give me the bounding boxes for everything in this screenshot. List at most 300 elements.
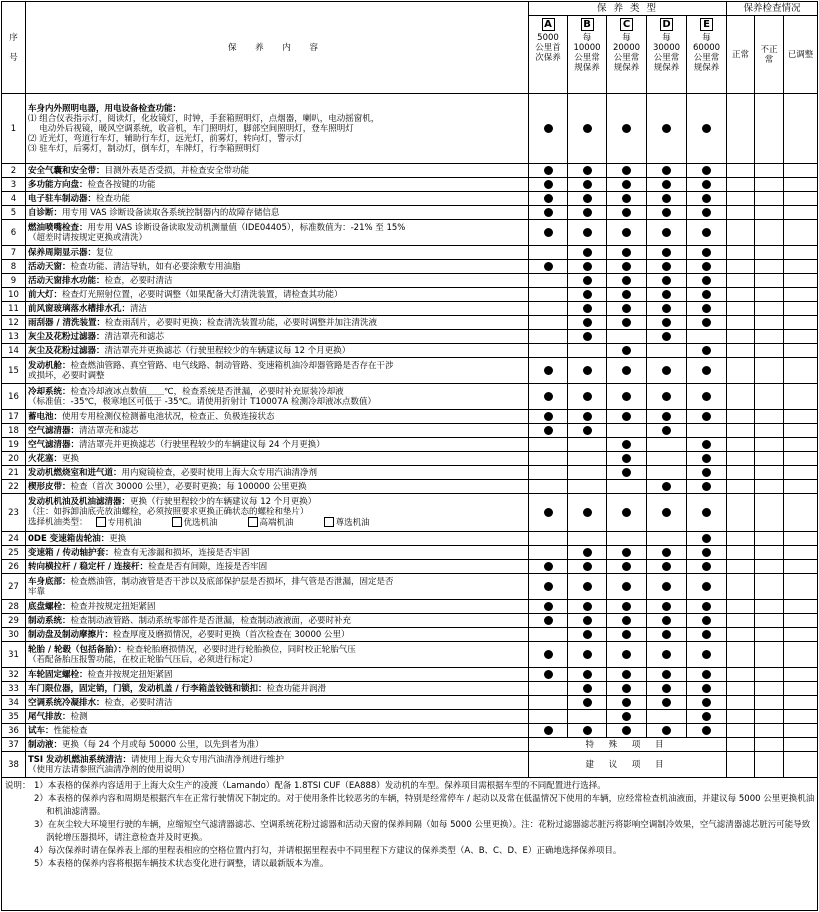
maint-type-d	[647, 16, 687, 94]
maint-type-letter: C	[620, 18, 633, 31]
check-cell[interactable]	[755, 614, 784, 628]
check-cell[interactable]	[755, 752, 784, 778]
type-cell-e	[687, 316, 727, 330]
check-cell[interactable]	[755, 738, 784, 752]
row-first-line	[28, 577, 526, 587]
type-cell-e	[687, 358, 727, 384]
check-cell[interactable]	[727, 424, 755, 438]
check-cell[interactable]	[784, 614, 818, 628]
maint-type-b	[568, 16, 607, 94]
row-content	[26, 710, 529, 724]
note-item: 3）在灰尘较大环境里行驶的车辆，应缩短空气滤清器滤芯、空调系统花粉过滤器和活动天窗的保养间隔（如每 5000 公里更换）。注：花粉过滤器滤芯脏污将影响空调制冷效果，空气滤清器滤芯脏污可能导致涡轮增压器损坏，请注意检查并及时更换。	[34, 820, 811, 843]
row-no: 9	[2, 274, 26, 288]
type-cell-b	[568, 642, 607, 668]
check-cell[interactable]	[784, 574, 818, 600]
check-cell[interactable]	[784, 358, 818, 384]
check-cell[interactable]	[727, 358, 755, 384]
filled-dot-icon	[662, 630, 671, 639]
check-cell[interactable]	[727, 710, 755, 724]
filled-dot-icon	[702, 684, 711, 693]
type-cell-c	[607, 696, 647, 710]
check-cell[interactable]	[755, 410, 784, 424]
check-cell[interactable]	[784, 330, 818, 344]
row-content	[26, 614, 529, 628]
type-cell-d	[647, 642, 687, 668]
filled-dot-icon	[662, 582, 671, 591]
type-cell-b	[568, 330, 607, 344]
check-cell[interactable]	[784, 344, 818, 358]
type-cell-a	[529, 614, 568, 628]
filled-dot-icon	[583, 180, 592, 189]
check-cell[interactable]	[784, 164, 818, 178]
filled-dot-icon	[702, 276, 711, 285]
check-cell[interactable]	[727, 628, 755, 642]
check-cell[interactable]	[784, 532, 818, 546]
check-cell[interactable]	[755, 642, 784, 668]
filled-dot-icon	[662, 412, 671, 421]
filled-dot-icon	[702, 346, 711, 355]
maint-type-letter: E	[700, 18, 713, 31]
type-cell-d	[647, 480, 687, 494]
check-cell[interactable]	[727, 316, 755, 330]
type-cell-e	[687, 682, 727, 696]
row-item-text: 清洁罩壳并更换滤芯（行驶里程较少的车辆建议每 12 个月更换）	[104, 345, 351, 356]
check-cell[interactable]	[755, 466, 784, 480]
filled-dot-icon	[662, 304, 671, 313]
notes-lead: 说明：	[5, 781, 31, 791]
check-cell[interactable]	[755, 206, 784, 220]
filled-dot-icon	[622, 562, 631, 571]
type-cell-e	[687, 94, 727, 164]
check-cell[interactable]	[784, 384, 818, 410]
row-content	[26, 288, 529, 302]
type-cell-d	[647, 668, 687, 682]
check-cell[interactable]	[727, 738, 755, 752]
type-cell-d	[647, 344, 687, 358]
row-item-title: TSI 发动机燃油系统清洁：	[28, 754, 132, 765]
table-row	[2, 246, 818, 260]
check-cell[interactable]	[784, 752, 818, 778]
row-no: 1	[2, 94, 26, 164]
filled-dot-icon	[583, 670, 592, 679]
check-cell[interactable]	[784, 316, 818, 330]
row-no: 37	[2, 738, 26, 752]
type-cell-a	[529, 532, 568, 546]
table-row	[2, 696, 818, 710]
filled-dot-icon	[702, 262, 711, 271]
check-cell[interactable]	[727, 480, 755, 494]
check-cell[interactable]	[784, 178, 818, 192]
check-cell[interactable]	[755, 220, 784, 246]
filled-dot-icon	[662, 290, 671, 299]
type-cell-a	[529, 560, 568, 574]
note-item: 1）本表格的保养内容适用于上海大众生产的凌渡（Lamando）配备 1.8TSI CUF（EA888）发动机的车型。保养项目需根据车型的不同配置进行选择。	[34, 781, 606, 791]
row-item-title: 尾气排放：	[28, 711, 71, 722]
check-cell[interactable]	[727, 384, 755, 410]
row-item-text: 检查有无渗漏和损坏，连接是否牢固	[113, 547, 250, 558]
check-cell[interactable]	[755, 546, 784, 560]
check-cell[interactable]	[755, 384, 784, 410]
row-item-text: 用专用 VAS 诊断设备读取发动机测量值（IDE04405），标准数值为：-21% 至 15%	[87, 222, 406, 233]
type-cell-a	[529, 600, 568, 614]
row-content	[26, 220, 529, 246]
type-cell-c	[607, 246, 647, 260]
filled-dot-icon	[702, 366, 711, 375]
row-item-text: 检查厚度及磨损情况，必要时更换（首次检查在 30000 公里）	[113, 629, 350, 640]
check-cell[interactable]	[755, 316, 784, 330]
filled-dot-icon	[662, 726, 671, 735]
filled-dot-icon	[702, 318, 711, 327]
row-item-title: 车门限位器，固定销，门锁，发动机盖 / 行李箱盖铰链和锁扣：	[28, 683, 267, 694]
row-item-text: 检查轮胎磨损情况，必要时进行轮胎换位，同时校正轮胎气压	[126, 644, 356, 655]
check-cell[interactable]	[784, 668, 818, 682]
table-row	[2, 344, 818, 358]
row-no: 36	[2, 724, 26, 738]
filled-dot-icon	[544, 602, 553, 611]
check-cell[interactable]	[727, 546, 755, 560]
row-content	[26, 316, 529, 330]
type-cell-e	[687, 438, 727, 452]
row-content	[26, 696, 529, 710]
check-cell[interactable]	[784, 246, 818, 260]
check-cell[interactable]	[755, 438, 784, 452]
check-cell[interactable]	[727, 410, 755, 424]
table-row	[2, 668, 818, 682]
check-cell[interactable]	[727, 752, 755, 778]
type-cell-a	[529, 494, 568, 532]
type-cell-b	[568, 410, 607, 424]
type-cell-a	[529, 330, 568, 344]
check-cell[interactable]	[727, 560, 755, 574]
check-cell[interactable]	[755, 682, 784, 696]
row-no: 28	[2, 600, 26, 614]
check-cell[interactable]	[755, 260, 784, 274]
check-cell[interactable]	[784, 206, 818, 220]
row-item-title: 制动系统：	[28, 615, 71, 626]
row-item-text: 检查各按键的功能	[87, 179, 156, 190]
oil-option-label: 尊选机油	[335, 517, 370, 528]
row-content	[26, 192, 529, 206]
check-cell[interactable]	[727, 452, 755, 466]
filled-dot-icon	[583, 562, 592, 571]
row-first-line	[28, 602, 526, 612]
table-row	[2, 410, 818, 424]
type-cell-c	[607, 574, 647, 600]
check-cell[interactable]	[784, 696, 818, 710]
check-cell[interactable]	[727, 94, 755, 164]
maint-type-letter: B	[581, 18, 594, 31]
check-cell[interactable]	[727, 246, 755, 260]
check-cell[interactable]	[784, 738, 818, 752]
table-row	[2, 164, 818, 178]
filled-dot-icon	[662, 426, 671, 435]
type-cell-b	[568, 668, 607, 682]
check-cell[interactable]	[755, 724, 784, 738]
type-cell-b	[568, 260, 607, 274]
filled-dot-icon	[622, 698, 631, 707]
check-cell[interactable]	[784, 546, 818, 560]
check-cell[interactable]	[755, 330, 784, 344]
row-item-line: （注：如拆卸油底壳放油螺栓，必须按照要求更换正确状态的螺栓和垫片）	[28, 507, 309, 518]
row-first-line	[28, 262, 526, 272]
row-item-title: 车身内外照明电器，用电设备检查功能：	[28, 103, 182, 114]
check-cell[interactable]	[784, 410, 818, 424]
check-cell[interactable]	[727, 164, 755, 178]
type-cell-d	[647, 316, 687, 330]
row-item-text: 清洁罩壳和滤芯	[79, 425, 139, 436]
check-cell[interactable]	[755, 246, 784, 260]
check-cell[interactable]	[784, 94, 818, 164]
check-cell[interactable]	[755, 274, 784, 288]
check-cell[interactable]	[784, 600, 818, 614]
type-cell-d	[647, 682, 687, 696]
filled-dot-icon	[544, 616, 553, 625]
check-cell[interactable]	[727, 330, 755, 344]
filled-dot-icon	[622, 468, 631, 477]
filled-dot-icon	[544, 228, 553, 237]
check-cell[interactable]	[727, 642, 755, 668]
row-item-title: 0DE 变速箱齿轮油：	[28, 533, 110, 544]
table-row	[2, 600, 818, 614]
check-cell[interactable]	[784, 220, 818, 246]
check-cell[interactable]	[784, 480, 818, 494]
oil-option[interactable]	[172, 518, 218, 528]
type-cell-c	[607, 424, 647, 438]
check-cell[interactable]	[784, 274, 818, 288]
row-content	[26, 410, 529, 424]
check-cell[interactable]	[755, 192, 784, 206]
filled-dot-icon	[702, 670, 711, 679]
row-item-text: 检查灯光照射位置，必要时调整（如果配备大灯清洗装置，请检查其功能）	[62, 289, 343, 300]
type-cell-a	[529, 724, 568, 738]
check-cell[interactable]	[727, 614, 755, 628]
check-cell[interactable]	[727, 682, 755, 696]
check-cell[interactable]	[784, 560, 818, 574]
type-cell-b	[568, 288, 607, 302]
filled-dot-icon	[622, 616, 631, 625]
type-cell-c	[607, 358, 647, 384]
type-cell-a	[529, 546, 568, 560]
row-item-line: （标准值：-35℃，极寒地区可低于 -35℃。请使用折射计 T10007A 检测冷却液冰点数值）	[28, 396, 377, 407]
check-cell[interactable]	[727, 696, 755, 710]
maintenance-table	[1, 1, 818, 778]
check-cell[interactable]	[755, 288, 784, 302]
row-item-text: 复位	[96, 247, 114, 258]
check-cell[interactable]	[755, 164, 784, 178]
check-cell[interactable]	[755, 600, 784, 614]
check-cell[interactable]	[755, 344, 784, 358]
check-cell[interactable]	[755, 94, 784, 164]
oil-option[interactable]	[248, 518, 294, 528]
row-item-text: 性能检查	[53, 725, 88, 736]
type-cell-d	[647, 260, 687, 274]
check-cell[interactable]	[727, 274, 755, 288]
row-item-title: 灰尘及花粉过滤器：	[28, 331, 105, 342]
filled-dot-icon	[702, 726, 711, 735]
row-content	[26, 628, 529, 642]
check-cell[interactable]	[755, 358, 784, 384]
type-cell-e	[687, 424, 727, 438]
check-cell[interactable]	[784, 466, 818, 480]
filled-dot-icon	[583, 684, 592, 693]
check-cell[interactable]	[727, 668, 755, 682]
row-first-line	[28, 534, 526, 544]
oil-option[interactable]	[324, 518, 370, 528]
check-cell[interactable]	[755, 696, 784, 710]
filled-dot-icon	[583, 548, 592, 557]
check-cell[interactable]	[784, 260, 818, 274]
filled-dot-icon	[702, 616, 711, 625]
row-content	[26, 480, 529, 494]
filled-dot-icon	[702, 508, 711, 517]
check-cell[interactable]	[727, 206, 755, 220]
row-content	[26, 206, 529, 220]
filled-dot-icon	[702, 392, 711, 401]
row-item-text: 用内窥镜检查，必要时使用上海大众专用汽油清净剂	[121, 467, 318, 478]
type-cell-a	[529, 710, 568, 724]
check-cell[interactable]	[755, 494, 784, 532]
row-first-line	[28, 346, 526, 356]
filled-dot-icon	[622, 290, 631, 299]
check-cell[interactable]	[755, 302, 784, 316]
type-cell-c	[607, 480, 647, 494]
type-cell-a	[529, 246, 568, 260]
filled-dot-icon	[662, 650, 671, 659]
check-cell[interactable]	[755, 480, 784, 494]
check-cell[interactable]	[755, 452, 784, 466]
filled-dot-icon	[583, 630, 592, 639]
note-item: 5）本表格的保养内容将根据车辆技术状态变化进行调整，请以最新版本为准。	[34, 859, 329, 869]
check-cell[interactable]	[755, 574, 784, 600]
check-cell[interactable]	[755, 560, 784, 574]
check-cell[interactable]	[784, 288, 818, 302]
oil-checkbox[interactable]	[248, 517, 258, 527]
check-cell[interactable]	[727, 438, 755, 452]
check-cell[interactable]	[755, 178, 784, 192]
row-item-title: 发动机机油及机油滤清器：	[28, 497, 131, 508]
type-cell-e	[687, 710, 727, 724]
filled-dot-icon	[662, 392, 671, 401]
check-cell[interactable]	[755, 628, 784, 642]
check-cell[interactable]	[727, 220, 755, 246]
type-cell-b	[568, 316, 607, 330]
type-cell-a	[529, 410, 568, 424]
row-content	[26, 344, 529, 358]
check-cell[interactable]	[784, 424, 818, 438]
row-content	[26, 682, 529, 696]
table-row	[2, 560, 818, 574]
filled-dot-icon	[702, 582, 711, 591]
filled-dot-icon	[702, 548, 711, 557]
check-cell[interactable]	[727, 494, 755, 532]
table-row	[2, 178, 818, 192]
check-cell[interactable]	[727, 302, 755, 316]
type-cell-d	[647, 696, 687, 710]
check-cell[interactable]	[784, 438, 818, 452]
check-cell[interactable]	[727, 192, 755, 206]
check-cell[interactable]	[727, 600, 755, 614]
filled-dot-icon	[702, 166, 711, 175]
type-cell-a	[529, 668, 568, 682]
row-first-line	[28, 180, 526, 190]
row-content	[26, 600, 529, 614]
table-row	[2, 316, 818, 330]
filled-dot-icon	[662, 276, 671, 285]
filled-dot-icon	[622, 194, 631, 203]
check-cell[interactable]	[755, 532, 784, 546]
type-cell-c	[607, 288, 647, 302]
check-cell[interactable]	[784, 682, 818, 696]
filled-dot-icon	[544, 508, 553, 517]
row-no: 15	[2, 358, 26, 384]
check-cell[interactable]	[784, 710, 818, 724]
check-cell[interactable]	[784, 628, 818, 642]
type-cell-e	[687, 344, 727, 358]
check-cell[interactable]	[755, 424, 784, 438]
type-cell-c	[607, 710, 647, 724]
row-content	[26, 330, 529, 344]
oil-checkbox[interactable]	[96, 517, 106, 527]
check-cell[interactable]	[755, 710, 784, 724]
row-no: 12	[2, 316, 26, 330]
oil-checkbox[interactable]	[324, 517, 334, 527]
check-cell[interactable]	[727, 178, 755, 192]
type-cell-d	[647, 178, 687, 192]
row-item-text: 检查功能	[96, 193, 131, 204]
row-no: 10	[2, 288, 26, 302]
type-cell-c	[607, 164, 647, 178]
check-cell[interactable]	[727, 532, 755, 546]
note-item: 4）每次保养时请在保养表上部的里程表相应的空格位置内打勾，并请根据里程表中不同里程下方建议的保养类型（A、B、C、D、E）正确地选择保养项目。	[34, 846, 622, 856]
oil-option[interactable]	[96, 518, 142, 528]
filled-dot-icon	[622, 650, 631, 659]
check-cell[interactable]	[727, 724, 755, 738]
check-cell[interactable]	[727, 574, 755, 600]
filled-dot-icon	[662, 684, 671, 693]
filled-dot-icon	[622, 582, 631, 591]
check-cell[interactable]	[784, 724, 818, 738]
filled-dot-icon	[622, 670, 631, 679]
type-cell-a	[529, 316, 568, 330]
check-cell[interactable]	[755, 668, 784, 682]
check-cell[interactable]	[784, 642, 818, 668]
check-cell[interactable]	[727, 260, 755, 274]
row-first-line	[28, 387, 526, 397]
filled-dot-icon	[583, 166, 592, 175]
filled-dot-icon	[544, 562, 553, 571]
filled-dot-icon	[662, 248, 671, 257]
row-first-line	[28, 194, 526, 204]
check-cell[interactable]	[727, 344, 755, 358]
check-cell[interactable]	[784, 494, 818, 532]
row-item-title: 火花塞：	[28, 453, 63, 464]
table-row	[2, 438, 818, 452]
filled-dot-icon	[544, 208, 553, 217]
filled-dot-icon	[583, 726, 592, 735]
check-cell[interactable]	[727, 466, 755, 480]
check-cell[interactable]	[784, 452, 818, 466]
header-check: 保养检查情况	[727, 2, 818, 16]
oil-checkbox[interactable]	[172, 517, 182, 527]
row-first-line	[28, 332, 526, 342]
table-row	[2, 358, 818, 384]
row-content	[26, 424, 529, 438]
check-cell[interactable]	[784, 192, 818, 206]
check-cell[interactable]	[784, 302, 818, 316]
filled-dot-icon	[622, 318, 631, 327]
check-cell[interactable]	[727, 288, 755, 302]
type-cell-a	[529, 480, 568, 494]
